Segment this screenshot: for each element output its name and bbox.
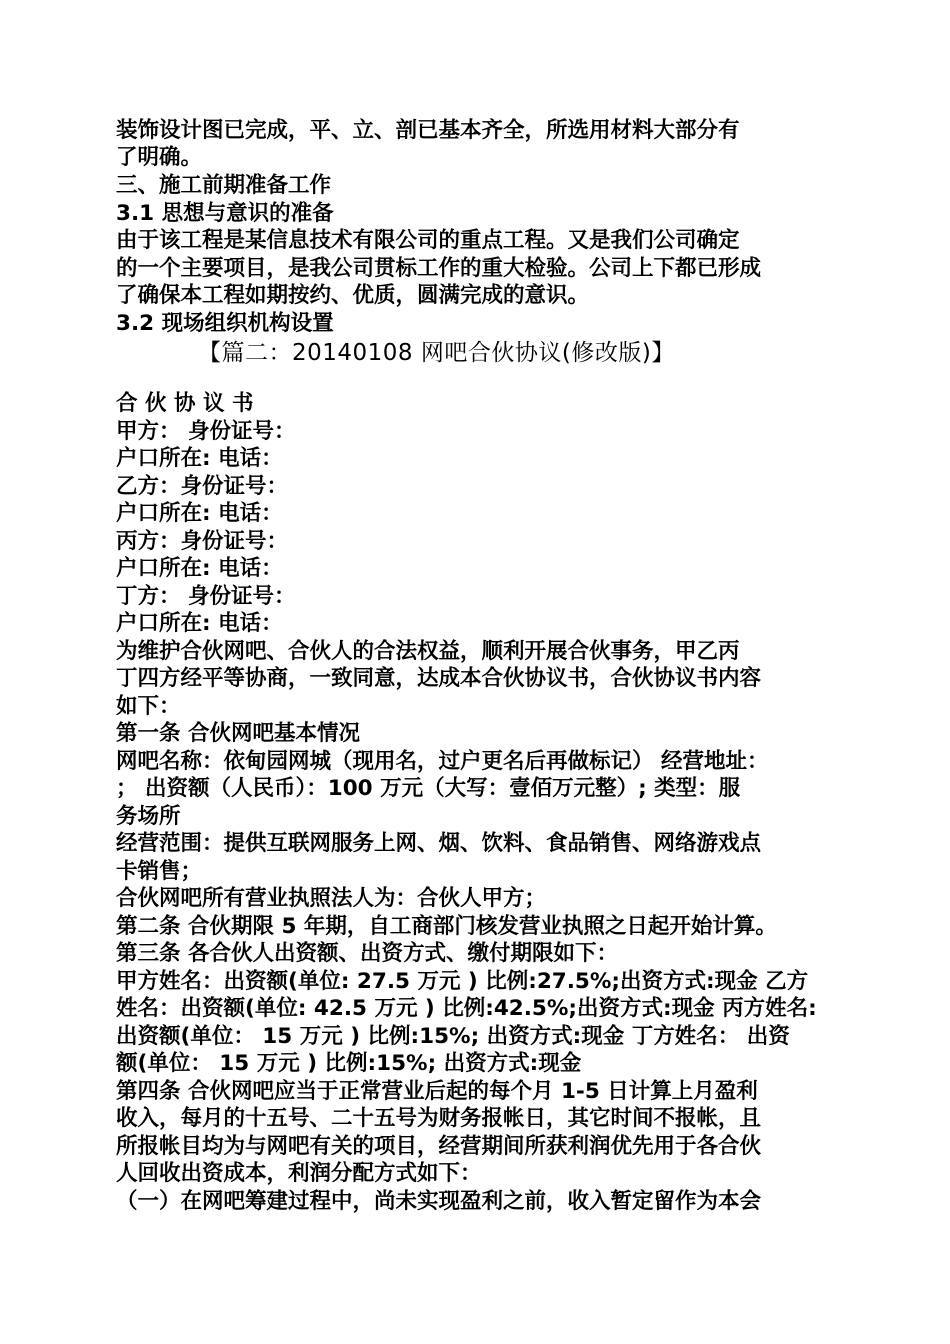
paragraph-line: （一）在网吧筹建过程中，尚未实现盈利之前，收入暂定留作为本会 — [116, 1189, 762, 1214]
paragraph-line: 网吧名称：依甸园网城（现用名，过户更名后再做标记） 经营地址： — [116, 749, 769, 774]
article-line: 第二条 合伙期限 5 年期，自工商部门核发营业执照之日起开始计算。 — [116, 914, 777, 939]
paragraph-line: 丁四方经平等协商，一致同意，达成本合伙协议书，合伙协议书内容 — [116, 666, 762, 691]
paragraph-line: 务场所 — [116, 804, 181, 829]
party-line: 户口所在: 电话： — [116, 446, 283, 471]
paragraph-line: 了明确。 — [116, 145, 203, 170]
subsection-heading: 3.1 思想与意识的准备 — [116, 201, 334, 226]
paragraph-line: 了确保本工程如期按约、优质，圆满完成的意识。 — [116, 283, 590, 308]
article-line: 第三条 各合伙人出资额、出资方式、缴付期限如下： — [116, 941, 618, 966]
paragraph-line: 额(单位： 15 万元 ) 比例:15%; 出资方式:现金 — [116, 1051, 582, 1076]
subsection-heading: 3.2 现场组织机构设置 — [116, 311, 334, 336]
party-line: 甲方： 身份证号： — [116, 419, 296, 444]
paragraph-line: ； 出资额（人民币）：100 万元（大写：壹佰万元整）; 类型：服 — [116, 776, 741, 801]
agreement-title: 合 伙 协 议 书 — [116, 391, 254, 416]
paragraph-line: 合伙网吧所有营业执照法人为：合伙人甲方； — [116, 886, 547, 911]
paragraph-line: 卡销售； — [116, 859, 203, 884]
paragraph-line: 所报帐目均为与网吧有关的项目，经营期间所获利润优先用于各合伙 — [116, 1134, 762, 1159]
party-line: 户口所在: 电话： — [116, 611, 283, 636]
party-line: 丁方： 身份证号： — [116, 584, 296, 609]
paragraph-line: 的一个主要项目，是我公司贯标工作的重大检验。公司上下都已形成 — [116, 256, 762, 281]
party-line: 丙方：身份证号： — [116, 529, 289, 554]
paragraph-line: 甲方姓名：出资额(单位: 27.5 万元 ) 比例:27.5%;出资方式:现金 乙方 — [116, 969, 809, 994]
paragraph-line: 收入，每月的十五号、二十五号为财务报帐日，其它时间不报帐，且 — [116, 1106, 762, 1131]
article-heading: 第一条 合伙网吧基本情况 — [116, 721, 360, 746]
party-line: 乙方：身份证号： — [116, 474, 289, 499]
paragraph-line: 出资额(单位： 15 万元 ) 比例:15%; 出资方式:现金 丁方姓名： 出资 — [116, 1024, 790, 1049]
section-heading: 三、施工前期准备工作 — [116, 173, 332, 198]
paragraph-line: 经营范围：提供互联网服务上网、烟、饮料、食品销售、网络游戏点 — [116, 831, 762, 856]
paragraph-line: 由于该工程是某信息技术有限公司的重点工程。又是我们公司确定 — [116, 228, 740, 253]
party-line: 户口所在: 电话： — [116, 556, 283, 581]
paragraph-line: 为维护合伙网吧、合伙人的合法权益，顺利开展合伙事务，甲乙丙 — [116, 639, 740, 664]
paragraph-line: 如下： — [116, 694, 181, 719]
party-line: 户口所在: 电话： — [116, 501, 283, 526]
article-line: 第四条 合伙网吧应当于正常营业后起的每个月 1-5 日计算上月盈利 — [116, 1079, 758, 1104]
paragraph-line: 姓名：出资额(单位: 42.5 万元 ) 比例:42.5%;出资方式:现金 丙方姓名: — [116, 996, 817, 1021]
paragraph-line: 装饰设计图已完成，平、立、剖已基本齐全，所选用材料大部分有 — [116, 118, 740, 143]
paragraph-line: 人回收出资成本，利润分配方式如下： — [116, 1161, 482, 1186]
section-title: 【篇二：20140108 网吧合伙协议(修改版)】 — [198, 340, 675, 366]
